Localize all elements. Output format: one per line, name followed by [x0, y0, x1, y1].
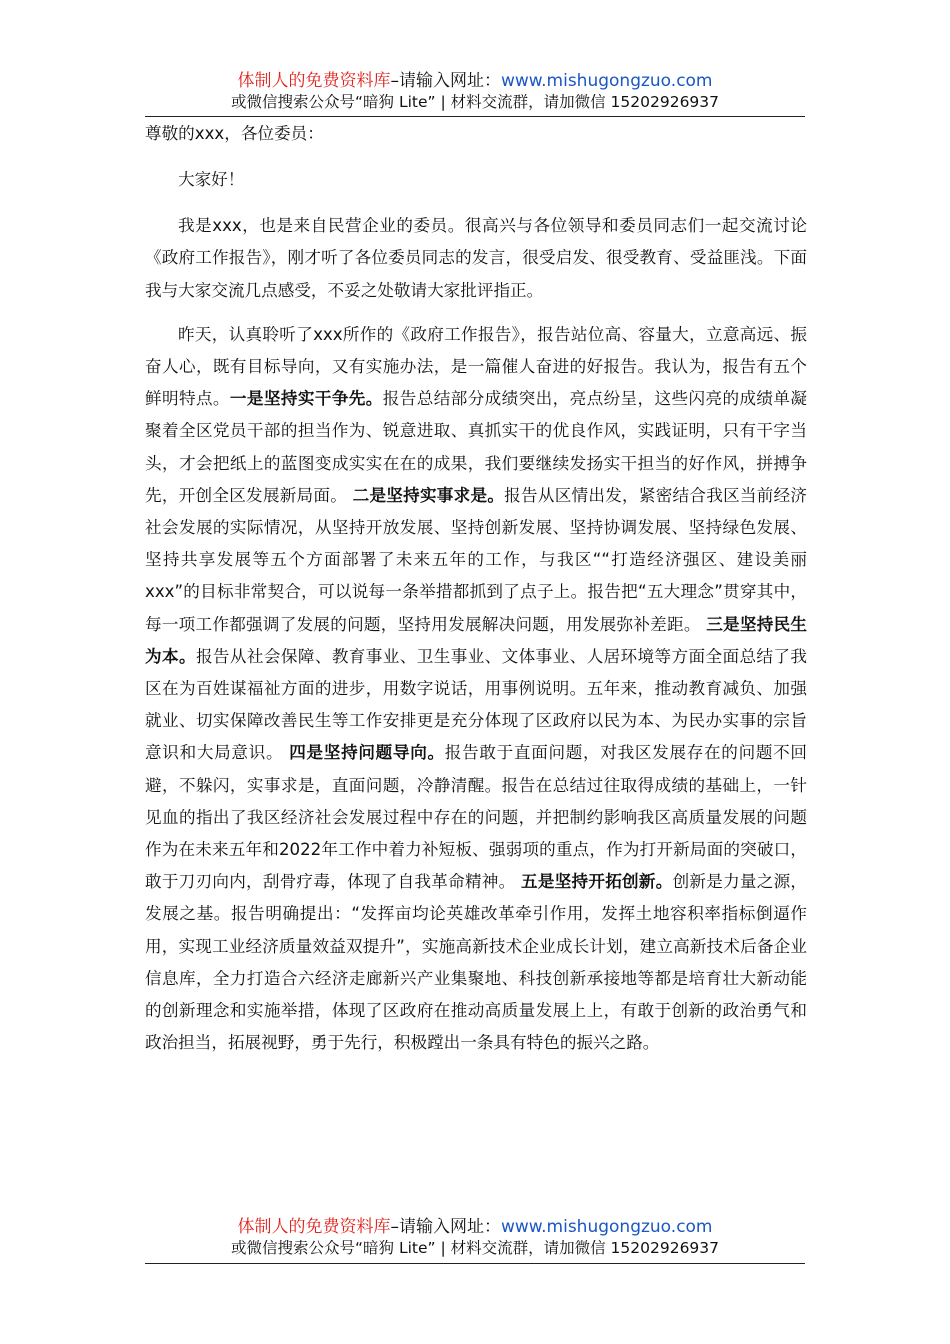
footer-url-prompt: –请输入网址： — [390, 1217, 501, 1237]
header-site-name: 体制人的免费资料库 — [237, 71, 391, 91]
header-line-1 — [145, 70, 805, 92]
header-divider — [145, 116, 805, 117]
point-4-body: 报告敢于直面问题，对我区发展存在的问题不回避，不躲闪，实事求是，直面问题，冷静清醒。报告在总结过往取得成绩的基础上，一针见血的指出了我区经济社会发展过程中存在的问题，并把制约影响我区高质量发展的问题作为在未来五年和2022年工作中着力补短板、强弱项的重点，作为打开新局面的突破口，敢于刀刃向内，刮骨疗毒，体现了自我革命精神。 — [145, 743, 808, 892]
header-line-2: 或微信搜索公众号“暗狗 Lite” | 材料交流群，请加微信 15202926937 — [230, 93, 720, 111]
footer-line-2: 或微信搜索公众号“暗狗 Lite” | 材料交流群，请加微信 15202926937 — [230, 1239, 720, 1257]
header-url-link[interactable]: www.mishugongzuo.com — [500, 71, 713, 91]
point-2-title: 二是坚持实事求是。 — [352, 485, 505, 505]
point-3-body: 报告从社会保障、教育事业、卫生事业、文体事业、人居环境等方面全面总结了我区在为百姓谋福祉方面的进步，用数字说话，用事例说明。五年来，推动教育减负、加强就业、切实保障改善民生等工作安排更是充分体现了区政府以民为本、为民办实事的宗旨意识和大局意识。 — [145, 646, 807, 763]
point-5-title: 五是坚持开拓创新。 — [521, 872, 673, 892]
page-header-banner — [145, 70, 805, 113]
document-body — [145, 118, 807, 1059]
footer-url-link[interactable]: www.mishugongzuo.com — [500, 1217, 713, 1237]
intro-paragraph: 我是xxx，也是来自民营企业的委员。很高兴与各位领导和委员同志们一起交流讨论《政府工作报告》，刚才听了各位委员同志的发言，很受启发、很受教育、受益匪浅。下面我与大家交流几点感受，不妥之处敬请大家批评指正。 — [145, 216, 807, 300]
page-footer-banner — [145, 1216, 805, 1259]
main-lead-text: 昨天，认真聆听了xxx所作的《政府工作报告》，报告站位高、容量大，立意高远、振奋人心，既有目标导向，又有实施办法，是一篇催人奋进的好报告。我认为，报告有五个鲜明特点。 — [145, 324, 807, 409]
footer-divider — [145, 1263, 805, 1264]
point-1-title: 一是坚持实干争先。 — [229, 389, 383, 409]
point-5-body: 创新是力量之源，发展之基。报告明确提出：“发挥亩均论英雄改革牵引作用，发挥土地容积率指标倒逼作用，实现工业经济质量效益双提升”，实施高新技术企业成长计划，建立高新技术后备企业信息库，全力打造合六经济走廊新兴产业集聚地、科技创新承接地等都是培育壮大新动能的创新理念和实施举措，体现了区政府在推动高质量发展上上，有敢于创新的政治勇气和政治担当，拓展视野，勇于先行，积极蹚出一条具有特色的振兴之路。 — [145, 872, 808, 1053]
point-3-title: 三是坚持民生为本。 — [145, 614, 808, 666]
header-url-prompt: –请输入网址： — [390, 71, 501, 91]
point-4-title: 四是坚持问题导向。 — [289, 743, 445, 763]
greeting: 大家好！ — [178, 170, 245, 189]
salutation: 尊敬的xxx，各位委员： — [145, 124, 324, 143]
footer-line-1 — [145, 1216, 805, 1238]
point-1-body: 报告总结部分成绩突出，亮点纷呈，这些闪亮的成绩单凝聚着全区党员干部的担当作为、锐意进取、真抓实干的优良作风，实践证明，只有干字当头，才会把纸上的蓝图变成实实在在的成果，我们要继续发扬实干担当的好作风，拼搏争先，开创全区发展新局面。 — [145, 389, 807, 505]
point-2-body: 报告从区情出发，紧密结合我区当前经济社会发展的实际情况，从坚持开放发展、坚持创新发展、坚持协调发展、坚持绿色发展、坚持共享发展等五个方面部署了未来五年的工作，与我区““打造经济强区、建设美丽xxx”的目标非常契合，可以说每一条举措都抓到了点子上。报告把“五大理念”贯穿其中，每一项工作都强调了发展的问题，坚持用发展解决问题，用发展弥补差距。 — [145, 485, 808, 634]
main-paragraph — [145, 319, 807, 1060]
footer-site-name: 体制人的免费资料库 — [237, 1217, 391, 1237]
